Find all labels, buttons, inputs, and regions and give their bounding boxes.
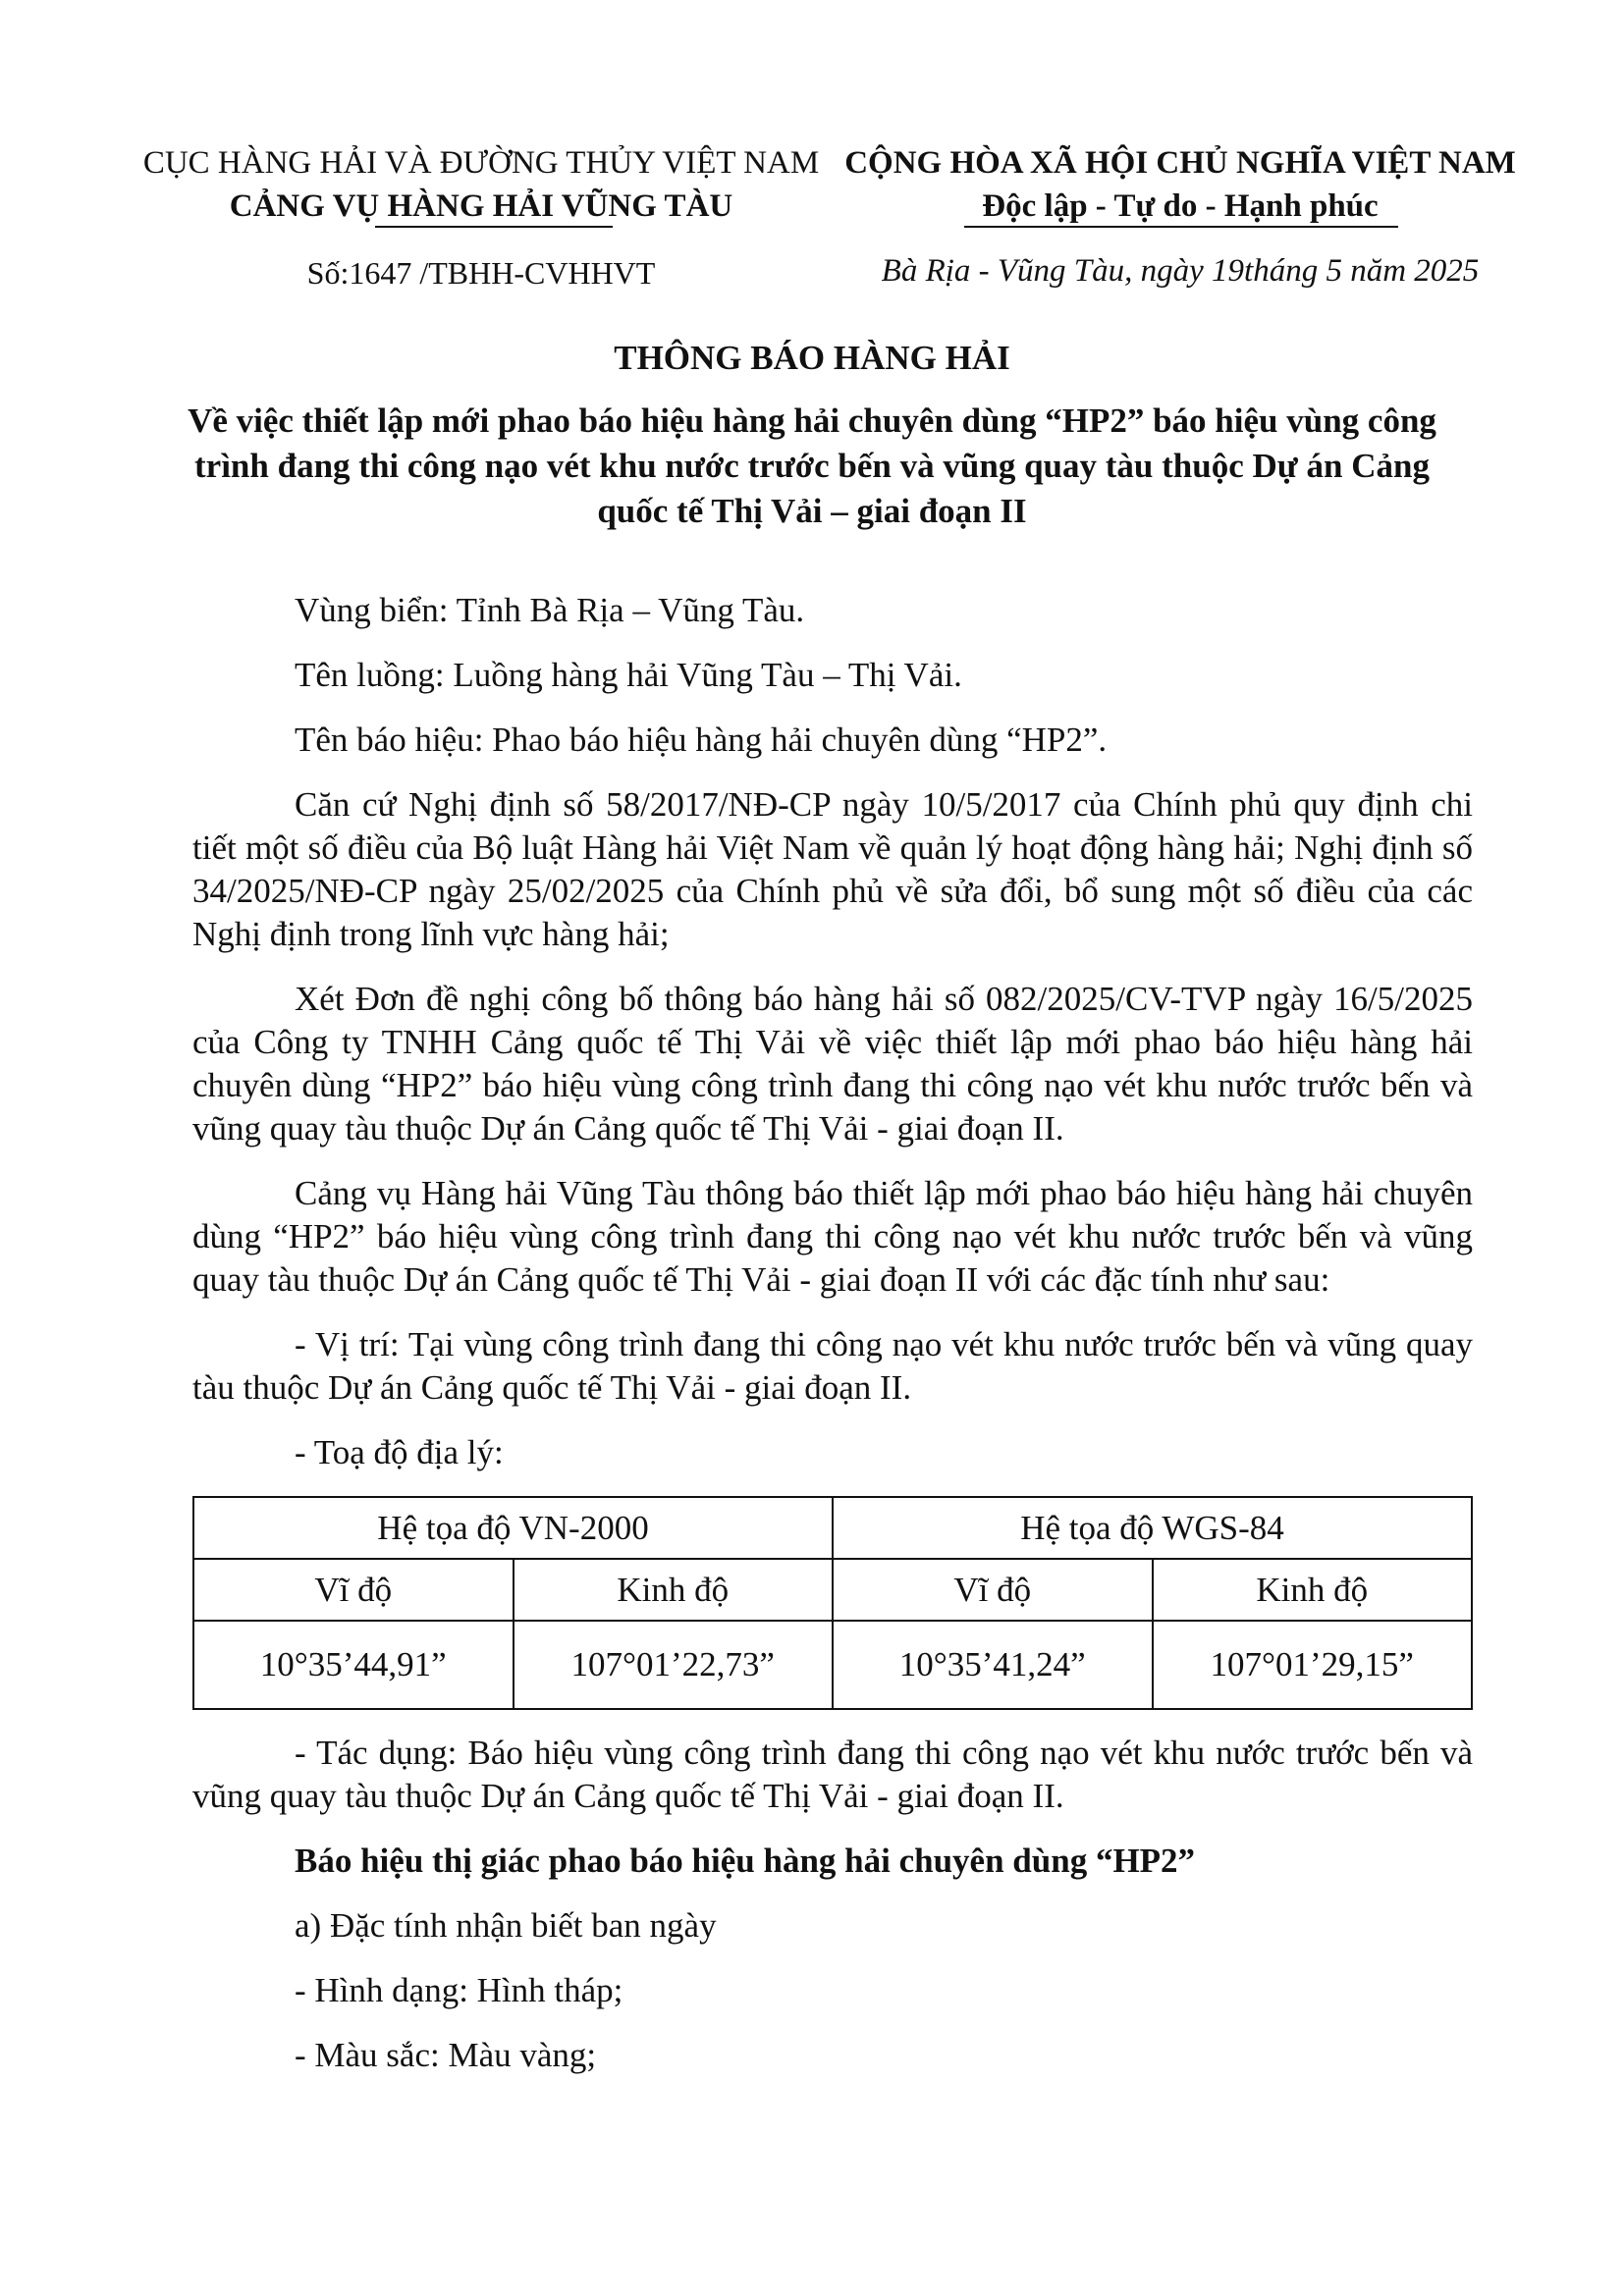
document-subtitle: Về việc thiết lập mới phao báo hiệu hàng hải chuyên dùng “HP2” báo hiệu vùng công trình đang thi công nạo vét khu nước trước bến và vũng quay tàu thuộc Dự án Cảng quốc tế Thị Vải – giai đoạn II bbox=[188, 401, 1436, 530]
paragraph-purpose: - Tác dụng: Báo hiệu vùng công trình đang thi công nạo vét khu nước trước bến và vũng quay tàu thuộc Dự án Cảng quốc tế Thị Vải - giai đoạn II. bbox=[192, 1734, 1473, 1815]
wgs84-lat-value: 10°35’41,24” bbox=[833, 1621, 1153, 1709]
paragraph-legal-basis: Căn cứ Nghị định số 58/2017/NĐ-CP ngày 10/5/2017 của Chính phủ quy định chi tiết một số điều của Bộ luật Hàng hải Việt Nam về quản lý hoạt động hàng hải; Nghị định số 34/2025/NĐ-CP ngày 25/02/2025 của Chính phủ về sửa đổi, bổ sung một số điều của các Nghị định trong lĩnh vực hàng hải; bbox=[192, 785, 1473, 953]
paragraph-signal-name: Tên báo hiệu: Phao báo hiệu hàng hải chuyên dùng “HP2”. bbox=[295, 721, 1108, 759]
paragraph-channel: Tên luồng: Luồng hàng hải Vũng Tàu – Thị Vải. bbox=[295, 656, 962, 694]
document-date: Bà Rịa - Vũng Tàu, ngày 19tháng 5 năm 2025 bbox=[881, 253, 1480, 289]
wgs84-header: Hệ tọa độ WGS-84 bbox=[833, 1497, 1472, 1559]
table-row bbox=[193, 1559, 1472, 1621]
vn2000-lat-value: 10°35’44,91” bbox=[193, 1621, 514, 1709]
country-name: CỘNG HÒA XÃ HỘI CHỦ NGHĨA VIỆT NAM bbox=[844, 145, 1516, 181]
paragraph-announcement: Cảng vụ Hàng hải Vũng Tàu thông báo thiết lập mới phao báo hiệu hàng hải chuyên dùng “HP2” báo hiệu vùng công trình đang thi công nạo vét khu nước trước bến và vũng quay tàu thuộc Dự án Cảng quốc tế Thị Vải - giai đoạn II với các đặc tính như sau: bbox=[192, 1174, 1473, 1299]
table-row bbox=[193, 1497, 1472, 1559]
paragraph-position: - Vị trí: Tại vùng công trình đang thi công nạo vét khu nước trước bến và vũng quay tàu thuộc Dự án Cảng quốc tế Thị Vải - giai đoạn II. bbox=[192, 1325, 1473, 1407]
document-body bbox=[192, 589, 1473, 2099]
issuing-agency: CẢNG VỤ HÀNG HẢI VŨNG TÀU bbox=[229, 188, 733, 224]
wgs84-lat-header: Vĩ độ bbox=[833, 1559, 1153, 1621]
section-heading-visual-signal: Báo hiệu thị giác phao báo hiệu hàng hải chuyên dùng “HP2” bbox=[295, 1842, 1196, 1880]
issuer-underline bbox=[375, 226, 613, 228]
vn2000-lon-value: 107°01’22,73” bbox=[514, 1621, 834, 1709]
paragraph-request: Xét Đơn đề nghị công bố thông báo hàng hải số 082/2025/CV-TVP ngày 16/5/2025 của Công ty TNHH Cảng quốc tế Thị Vải về việc thiết lập mới phao báo hiệu hàng hải chuyên dùng “HP2” báo hiệu vùng công trình đang thi công nạo vét khu nước trước bến và vũng quay tàu thuộc Dự án Cảng quốc tế Thị Vải - giai đoạn II. bbox=[192, 980, 1473, 1148]
table-row bbox=[193, 1621, 1472, 1709]
paragraph-color: - Màu sắc: Màu vàng; bbox=[295, 2036, 597, 2074]
paragraph-shape: - Hình dạng: Hình tháp; bbox=[295, 1971, 623, 2009]
wgs84-lon-value: 107°01’29,15” bbox=[1153, 1621, 1473, 1709]
paragraph-sea-area: Vùng biển: Tỉnh Bà Rịa – Vũng Tàu. bbox=[295, 591, 805, 629]
wgs84-lon-header: Kinh độ bbox=[1153, 1559, 1473, 1621]
document-title: THÔNG BÁO HÀNG HẢI bbox=[614, 339, 1010, 377]
motto: Độc lập - Tự do - Hạnh phúc bbox=[982, 188, 1379, 224]
motto-underline bbox=[964, 226, 1398, 228]
issuer-block bbox=[137, 141, 825, 228]
vn2000-header: Hệ tọa độ VN-2000 bbox=[193, 1497, 833, 1559]
paragraph-day-characteristics: a) Đặc tính nhận biết ban ngày bbox=[295, 1906, 717, 1945]
paragraph-coordinates-label: - Toạ độ địa lý: bbox=[295, 1433, 504, 1471]
vn2000-lon-header: Kinh độ bbox=[514, 1559, 834, 1621]
national-motto-block bbox=[827, 141, 1534, 228]
document-number: Số:1647 /TBHH-CVHHVT bbox=[306, 255, 656, 291]
coordinates-table bbox=[192, 1496, 1473, 1710]
parent-agency: CỤC HÀNG HẢI VÀ ĐƯỜNG THỦY VIỆT NAM bbox=[142, 145, 820, 181]
vn2000-lat-header: Vĩ độ bbox=[193, 1559, 514, 1621]
